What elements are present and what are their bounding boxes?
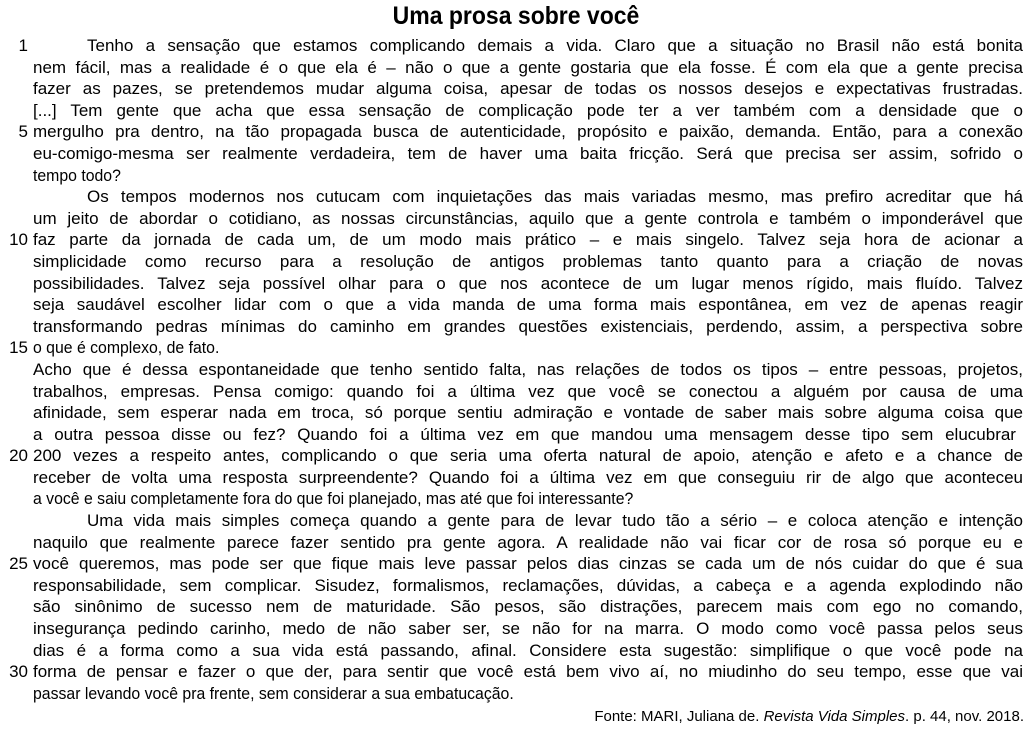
text-line [0, 467, 1032, 489]
line-text: [...] Tem gente que acha que essa sensação de complicação pode ter a ver também com a densidade que o [33, 100, 1023, 120]
text-line [0, 683, 1032, 705]
line-number: 5 [18, 122, 28, 142]
text-line [0, 510, 1032, 532]
text-line [0, 661, 1032, 683]
text-line [0, 294, 1032, 316]
text-line [0, 424, 1032, 446]
line-number: 1 [18, 36, 28, 55]
line-text: a outra pessoa disse ou fez? Quando foi a última vez em que mandou uma mensagem desse tipo sem elucubrar [33, 424, 1016, 444]
text-line [0, 575, 1032, 597]
line-text: transformando pedras mínimas do caminho em grandes questões existenciais, perdendo, assim, a perspectiva sobre [33, 316, 1023, 336]
text-line [0, 359, 1032, 381]
text-line [0, 100, 1032, 122]
line-text: possibilidades. Talvez seja possível olhar para o que nos acontece de um lugar menos rígido, mais fluído. Talvez [33, 273, 1023, 293]
text-line [0, 143, 1032, 165]
text-line [0, 553, 1032, 575]
line-text: Tenho a sensação que estamos complicando demais a vida. Claro que a situação no Brasil não está bonita [87, 36, 1023, 55]
text-line [0, 596, 1032, 618]
line-text: trabalhos, empresas. Pensa comigo: quando foi a última vez que você se conectou a alguém por causa de uma [33, 381, 1023, 401]
line-number: 30 [9, 662, 28, 682]
text-line [0, 251, 1032, 273]
line-number: 15 [9, 338, 28, 358]
line-text: insegurança pedindo carinho, medo de não saber ser, se não for na marra. O modo como você passa pelos seus [33, 619, 1023, 639]
text-line [0, 273, 1032, 295]
line-text: o que é complexo, de fato. [33, 338, 220, 358]
text-line [0, 165, 1032, 187]
source-prefix: Fonte: MARI, Juliana de. [594, 708, 764, 725]
source-citation [594, 707, 1024, 727]
line-text: você queremos, mas pode ser que fique mais leve passar pelos dias cinzas se cada um de nós cuidar do que é sua [33, 554, 1023, 574]
line-text: naquilo que realmente parece fazer sentido pra gente agora. A realidade não vai ficar cor de rosa só porque eu e [33, 532, 1023, 552]
text-line [0, 488, 1032, 510]
text-line [0, 445, 1032, 467]
line-text: dias é a forma como a sua vida está passando, afinal. Considere esta sugestão: simplifique o que você pode na [33, 640, 1023, 660]
line-text: são sinônimo de sucesso nem de maturidade. São pesos, são distrações, parecem mais com ego no comando, [33, 597, 1023, 617]
text-line [0, 316, 1032, 338]
line-text: 200 vezes a respeito antes, complicando o que seria uma oferta natural de apoio, atenção e afeto e a chance de [33, 446, 1023, 466]
line-text: Os tempos modernos nos cutucam com inquietações das mais variadas mesmo, mas prefiro acreditar que há [87, 187, 1023, 207]
text-line [0, 532, 1032, 554]
line-number: 25 [9, 554, 28, 574]
line-text: Uma vida mais simples começa quando a gente para de levar tudo tão a sério – e coloca atenção e intenção [87, 511, 1023, 531]
line-text: seja saudável escolher lidar com o que a vida manda de uma forma mais espontânea, em vez de apenas reagir [33, 295, 1023, 315]
line-text: receber de volta uma resposta surpreendente? Quando foi a última vez em que conseguiu rir de algo que aconteceu [33, 467, 1023, 487]
line-text: fazer as pazes, se pretendemos mudar alguma coisa, apesar de todas os nossos desejos e expectativas frustradas. [33, 79, 1023, 99]
source-suffix: . p. 44, nov. 2018. [905, 708, 1024, 725]
text-line [0, 640, 1032, 662]
line-text: nem fácil, mas a realidade é o que ela é – não o que a gente gostaria que ela fosse. É com ela que a gente precisa [33, 57, 1023, 77]
text-line [0, 35, 1032, 57]
line-text: mergulho pra dentro, na tão propagada busca de autenticidade, propósito e paixão, demanda. Então, para a conexão [33, 122, 1023, 142]
line-text: Acho que é dessa espontaneidade que tenho sentido falta, nas relações de todos os tipos – entre pessoas, projetos, [33, 359, 1023, 379]
line-text: afinidade, sem esperar nada em troca, só porque sentiu admiração e vontade de saber mais sobre alguma coisa que [33, 403, 1023, 423]
line-text: eu-comigo-mesma ser realmente verdadeira, tem de haver uma baita fricção. Será que precisa ser assim, sofrido o [33, 143, 1023, 163]
line-number: 10 [9, 230, 28, 250]
text-line [0, 78, 1032, 100]
text-line [0, 186, 1032, 208]
text-line [0, 337, 1032, 359]
page-title: Uma prosa sobre você [392, 2, 640, 30]
text-line [0, 121, 1032, 143]
text-line [0, 229, 1032, 251]
line-text: passar levando você pra frente, sem considerar a sua embatucação. [33, 683, 514, 703]
line-text: faz parte da jornada de cada um, de um modo mais prático – e mais singelo. Talvez seja hora de acionar a [33, 230, 1023, 250]
text-line [0, 57, 1032, 79]
line-number: 20 [9, 446, 28, 466]
text-line [0, 208, 1032, 230]
line-text: simplicidade como recurso para a resolução de antigos problemas tanto quanto para a criação de novas [33, 251, 1023, 271]
text-line [0, 402, 1032, 424]
line-text: forma de pensar e fazer o que der, para sentir que você está bem vivo aí, no miudinho do seu tempo, esse que vai [33, 662, 1023, 682]
line-text: a você e saiu completamente fora do que foi planejado, mas até que foi interessante? [33, 489, 634, 509]
source-journal: Revista Vida Simples [763, 708, 906, 725]
text-line [0, 618, 1032, 640]
line-text: responsabilidade, sem complicar. Sisudez, formalismos, reclamações, dúvidas, a cabeça e a agenda explodindo não [33, 575, 1023, 595]
article-body [0, 35, 1032, 704]
text-line [0, 381, 1032, 403]
line-text: um jeito de abordar o cotidiano, as nossas circunstâncias, aquilo que a gente controla e também o imponderável que [33, 208, 1023, 228]
line-text: tempo todo? [33, 165, 121, 185]
